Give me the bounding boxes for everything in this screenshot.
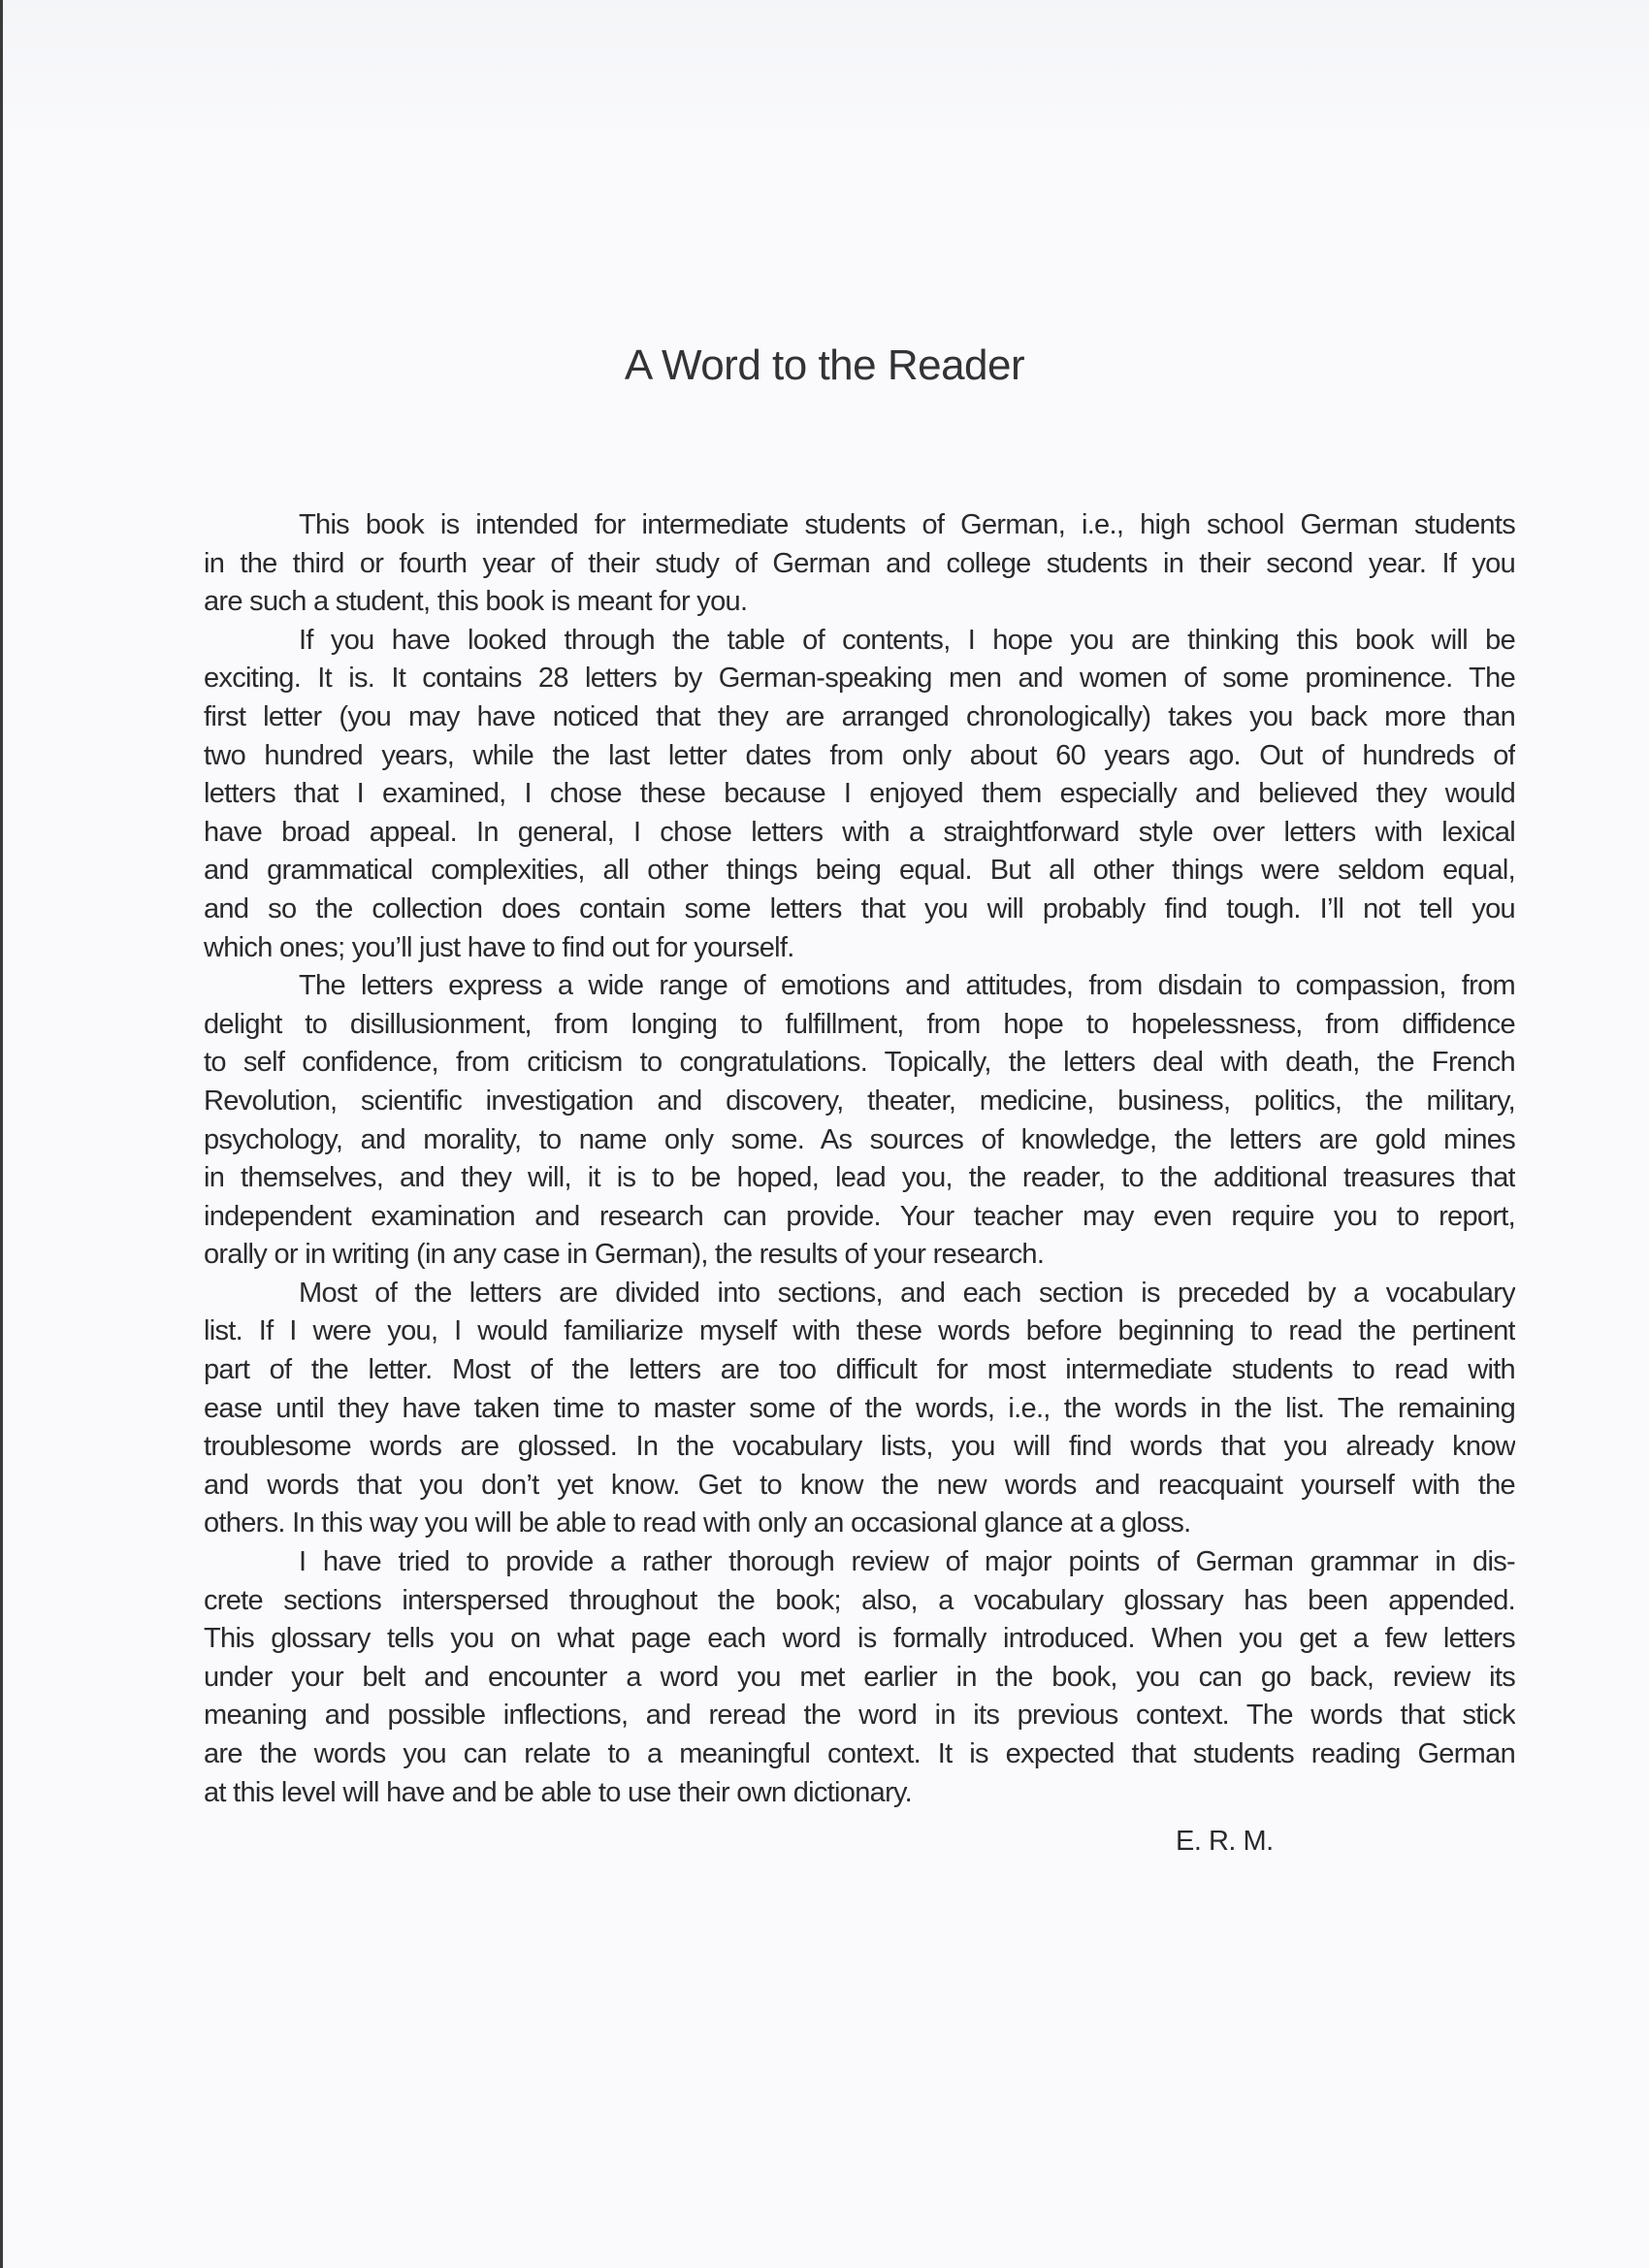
text-line: others. In this way you will be able to read with only an occasional glance at a gloss. [204,1507,1191,1539]
text-line: meaning and possible inflections, and reread the word in its previous context. The words that stick [204,1700,1515,1732]
text-line: This book is intended for intermediate students of German, i.e., high school German students [299,509,1515,540]
text-line: Revolution, scientific investigation and discovery, theater, medicine, business, politics, the military, [204,1085,1515,1117]
body-text [204,506,1515,1812]
text-line: If you have looked through the table of contents, I hope you are thinking this book will be [299,624,1515,656]
text-line: which ones; you’ll just have to find out for yourself. [204,931,794,963]
text-line: under your belt and encounter a word you met earlier in the book, you can go back, review its [204,1661,1515,1693]
text-line: part of the letter. Most of the letters are too difficult for most intermediate students to read with [204,1354,1515,1386]
text-line: psychology, and morality, to name only some. As sources of knowledge, the letters are gold mines [204,1123,1515,1155]
text-line: exciting. It is. It contains 28 letters by German-speaking men and women of some prominence. The [204,663,1515,695]
text-line: and grammatical complexities, all other things being equal. But all other things were seldom equal, [204,855,1515,887]
paragraph-4 [204,1275,1515,1543]
text-line: troublesome words are glossed. In the vocabulary lists, you will find words that you already know [204,1431,1515,1463]
paragraph-2 [204,622,1515,967]
text-line: have broad appeal. In general, I chose letters with a straightforward style over letters with lexical [204,816,1515,848]
text-line: This glossary tells you on what page each word is formally introduced. When you get a few letters [204,1623,1515,1655]
text-line: I have tried to provide a rather thorough review of major points of German grammar in dis- [299,1546,1515,1578]
text-line: and words that you don’t yet know. Get to know the new words and reacquaint yourself with the [204,1469,1515,1501]
text-line: in themselves, and they will, it is to be hoped, lead you, the reader, to the additional treasures that [204,1162,1515,1194]
author-signature: E. R. M. [1176,1826,1274,1857]
paragraph-1 [204,506,1515,622]
text-line: orally or in writing (in any case in German), the results of your research. [204,1239,1045,1271]
text-line: The letters express a wide range of emotions and attitudes, from disdain to compassion, from [299,970,1515,1002]
paragraph-3 [204,967,1515,1275]
text-line: list. If I were you, I would familiarize myself with these words before beginning to read the pertinent [204,1315,1515,1347]
text-line: Most of the letters are divided into sections, and each section is preceded by a vocabulary [299,1277,1515,1309]
page-title: A Word to the Reader [624,341,1025,389]
text-line: to self confidence, from criticism to congratulations. Topically, the letters deal with death, the French [204,1047,1515,1079]
text-line: first letter (you may have noticed that they are arranged chronologically) takes you back more than [204,700,1515,732]
text-line: independent examination and research can provide. Your teacher may even require you to report, [204,1200,1515,1232]
text-line: at this level will have and be able to use their own dictionary. [204,1776,913,1808]
text-line: and so the collection does contain some letters that you will probably find tough. I’ll not tell you [204,892,1515,924]
paragraph-5 [204,1543,1515,1812]
text-line: two hundred years, while the last letter dates from only about 60 years ago. Out of hundreds of [204,739,1515,771]
scan-top-shade [0,0,1649,146]
text-line: are the words you can relate to a meaningful context. It is expected that students reading German [204,1738,1515,1769]
text-line: ease until they have taken time to master some of the words, i.e., the words in the list. The remaining [204,1392,1515,1424]
text-line: in the third or fourth year of their study of German and college students in their second year. If you [204,547,1515,579]
text-line: delight to disillusionment, from longing to fulfillment, from hope to hopelessness, from diffidence [204,1008,1515,1040]
text-line: letters that I examined, I chose these because I enjoyed them especially and believed they would [204,778,1515,810]
text-line: are such a student, this book is meant for you. [204,586,748,618]
text-line: crete sections interspersed throughout the book; also, a vocabulary glossary has been appended. [204,1584,1515,1616]
